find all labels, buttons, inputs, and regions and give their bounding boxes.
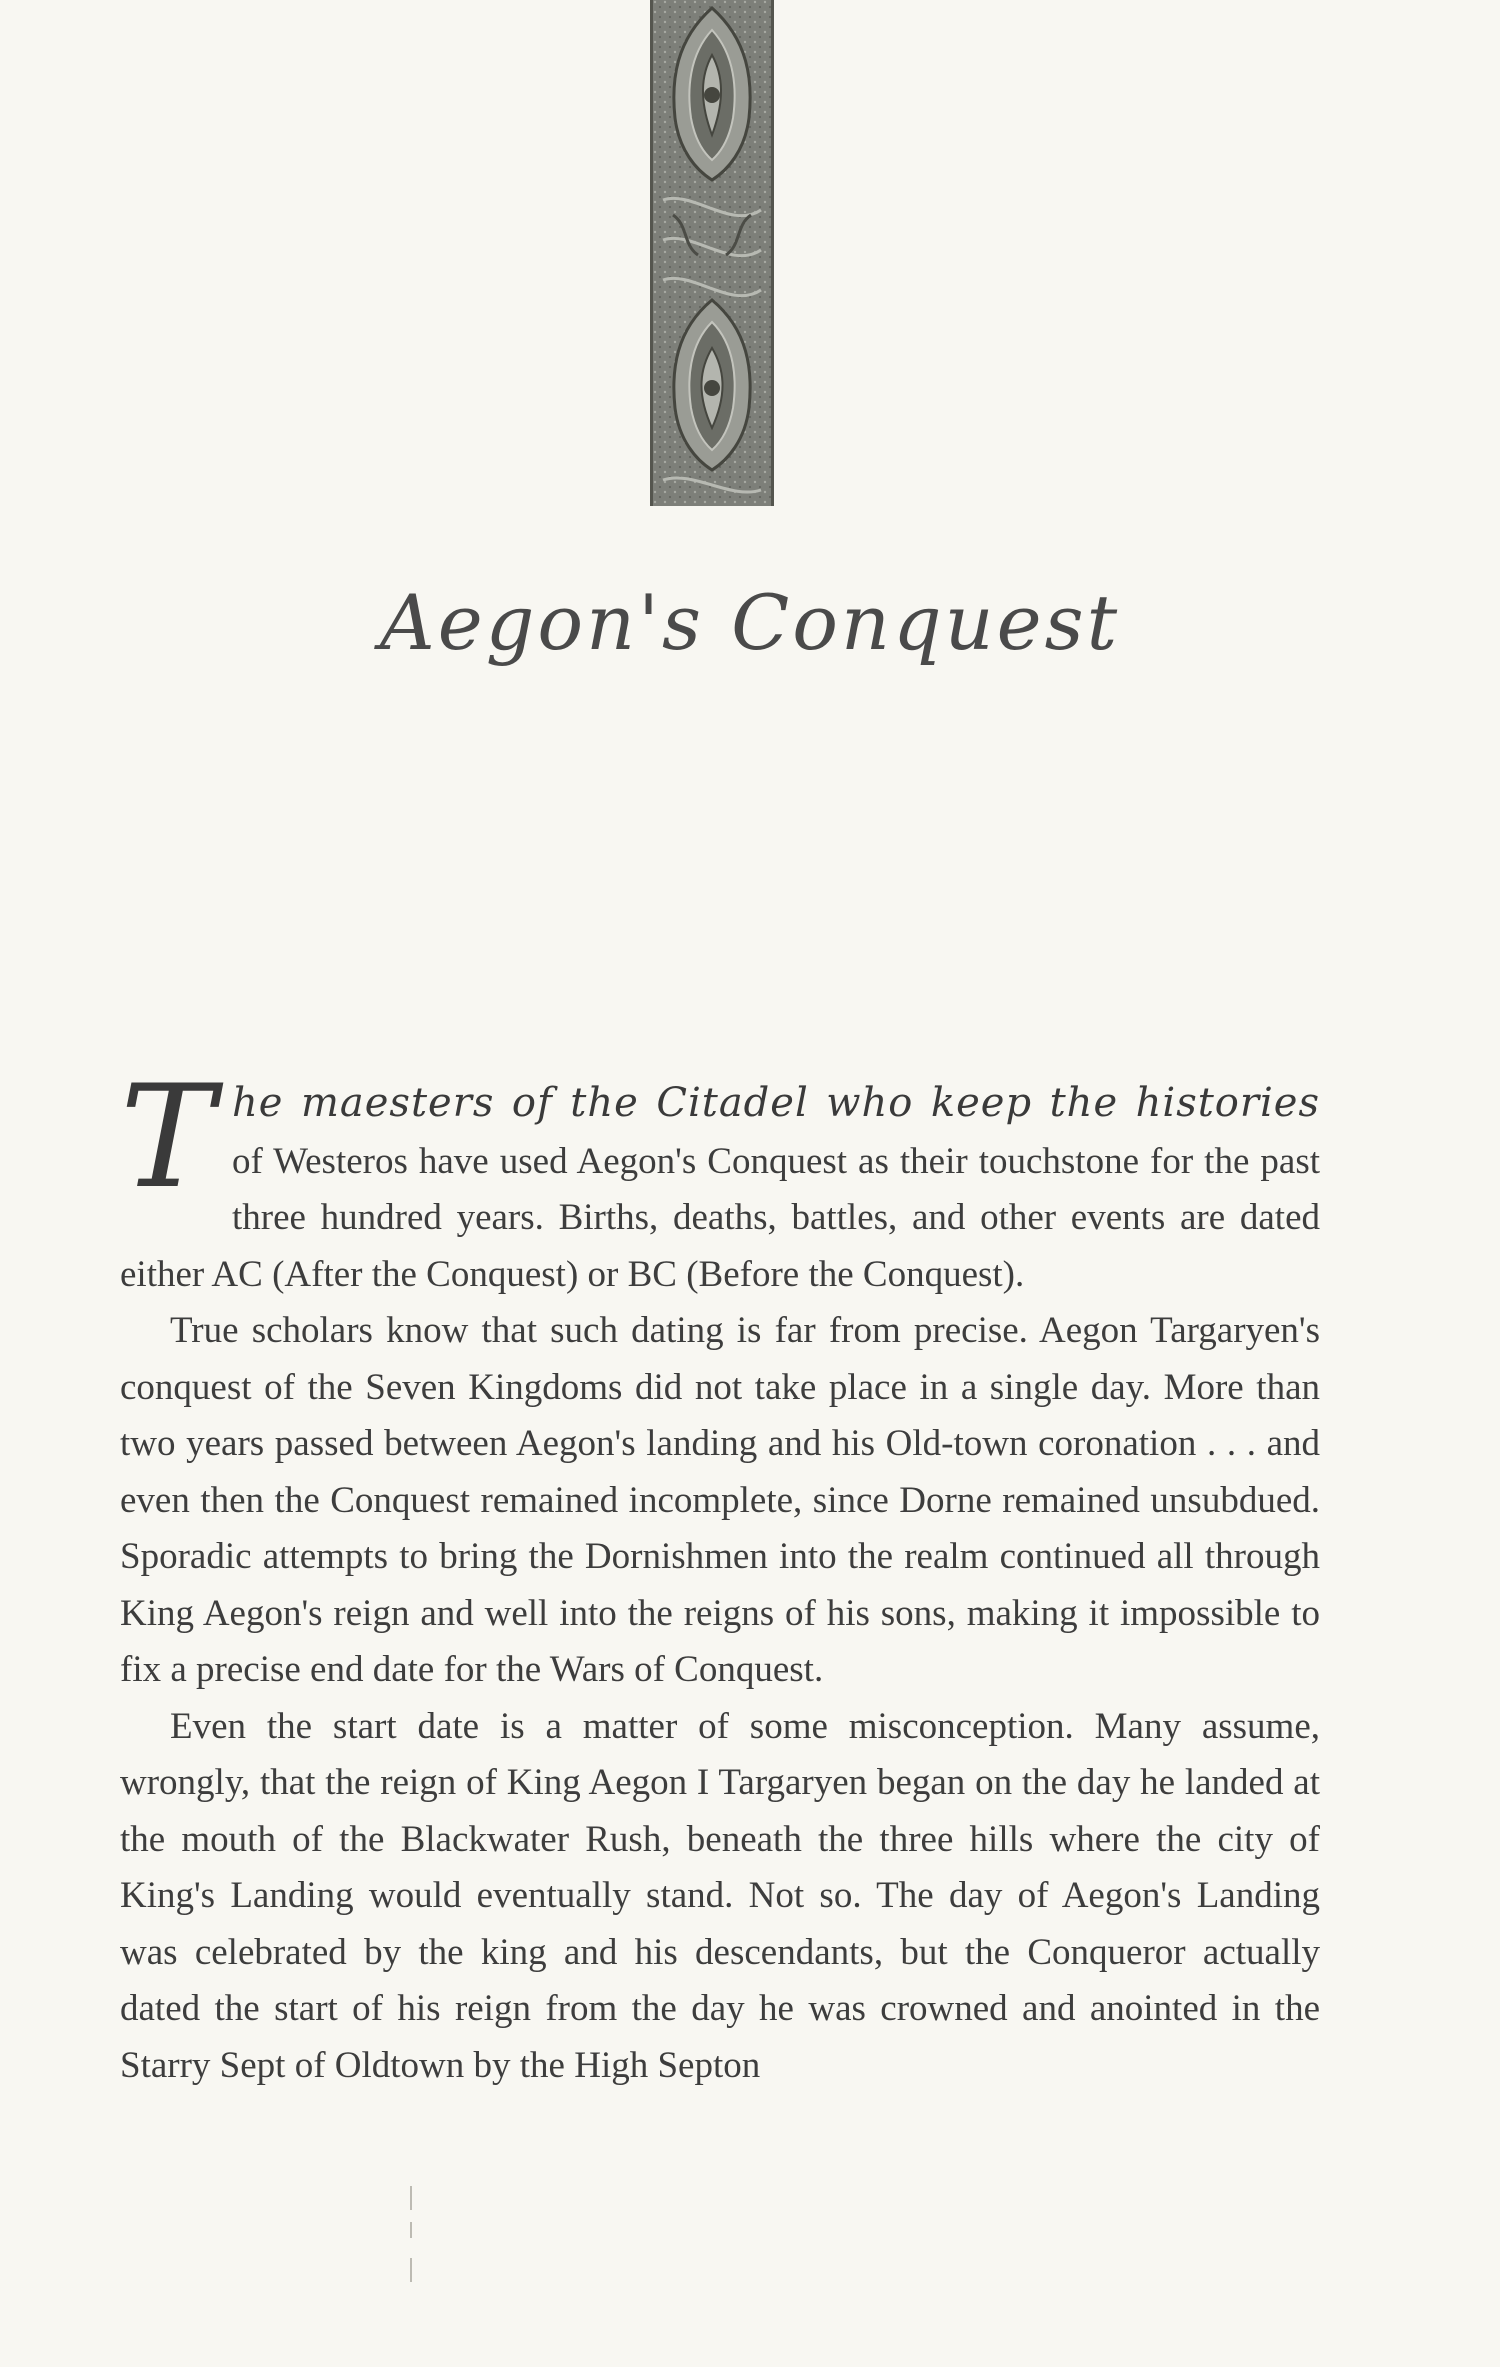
opening-paragraph bbox=[120, 1055, 1320, 1303]
chapter-title: Aegon's Conquest bbox=[379, 578, 1121, 667]
paragraph: True scholars know that such dating is far from precise. Aegon Targaryen's conquest of the Seven Kingdoms did not take place in a single day. More than two years passed between Aegon's landing and his Old-town coronation . . . and even then the Conquest remained incomplete, since Dorne remained unsubdued. Sporadic attempts to bring the Dornishmen into the realm continued all through King Aegon's reign and well into the reigns of his sons, making it impossible to fix a precise end date for the Wars of Conquest. bbox=[120, 1310, 1320, 1690]
ornament-band bbox=[650, 0, 774, 506]
damask-ornament-icon bbox=[653, 0, 771, 506]
paragraph: Even the start date is a matter of some misconception. Many assume, wrongly, that the reign of King Aegon I Targaryen began on the day he landed at the mouth of the Blackwater Rush, beneath the three hills where the city of King's Landing would eventually stand. Not so. The day of Aegon's Landing was celebrated by the king and his descendants, but the Conqueror actually dated the start of his reign from the day he was crowned and anointed in the Starry Sept of Oldtown by the High Septon bbox=[120, 1705, 1320, 2086]
page-mark bbox=[410, 2186, 412, 2210]
drop-cap: T bbox=[120, 1055, 215, 1220]
body-text bbox=[120, 1055, 1320, 2094]
page-mark bbox=[410, 2258, 412, 2282]
opening-text: of Westeros have used Aegon's Conquest as their touchstone for the past three hundred years. Births, deaths, battles, and other events are dated either AC (After the Conquest) or BC (Before the Conquest). bbox=[120, 1140, 1320, 1295]
page-mark bbox=[410, 2222, 412, 2238]
opening-words: he maesters of the Citadel who keep the histories bbox=[232, 1080, 1320, 1126]
